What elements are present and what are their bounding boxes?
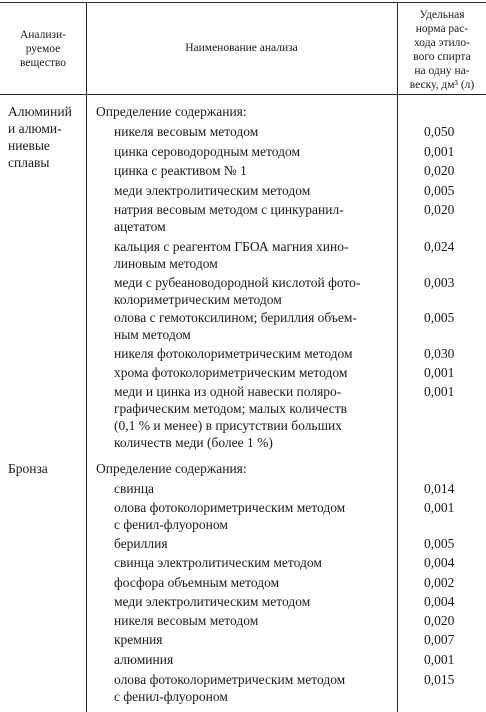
table-row-name bbox=[114, 364, 390, 381]
table-row-value: 0,005 bbox=[424, 536, 455, 551]
row-name-line: никеля весовым методом bbox=[114, 124, 259, 139]
table-row-name bbox=[114, 123, 390, 140]
row-name-line: меди и цинка из одной навески поляро- bbox=[114, 384, 342, 399]
table-row-name bbox=[114, 631, 390, 648]
substance-line: ниевые bbox=[8, 138, 50, 153]
table-row-name bbox=[114, 593, 390, 610]
row-name-line: меди электролитическим методом bbox=[114, 594, 311, 609]
section-title: Определение содержания: bbox=[96, 461, 247, 476]
row-name-line: кальция с реагентом ГБОА магния хино- bbox=[114, 239, 349, 254]
header-norm-line: веску, дм³ (л) bbox=[409, 79, 475, 91]
table-row-value: 0,002 bbox=[424, 575, 455, 590]
row-name-line: хрома фотоколориметрическим методом bbox=[114, 365, 348, 380]
substance-line: Бронза bbox=[8, 461, 48, 476]
row-name-line: бериллия bbox=[114, 536, 168, 551]
table-row-value: 0,004 bbox=[424, 555, 455, 570]
table-row-value: 0,030 bbox=[424, 346, 455, 361]
row-name-line: (0,1 % и менее) в присутствии больших bbox=[114, 418, 342, 433]
header-substance-line: Анализи- bbox=[19, 29, 67, 41]
header-substance bbox=[0, 28, 86, 70]
table-top-rule bbox=[0, 2, 486, 3]
row-name-line: алюминия bbox=[114, 652, 174, 667]
row-name-line: олова с гемотоксилином; бериллия объем- bbox=[114, 310, 357, 325]
table-row-name bbox=[114, 345, 390, 362]
table-row-value: 0,001 bbox=[424, 365, 455, 380]
table-row-value: 0,004 bbox=[424, 594, 455, 609]
table-row-name bbox=[114, 162, 390, 179]
table-row-value: 0,003 bbox=[424, 275, 455, 290]
row-name-line: олова фотоколориметрическим методом bbox=[114, 500, 346, 515]
row-name-line: свинца bbox=[114, 481, 155, 496]
row-name-line: с фенил-флуороном bbox=[114, 517, 228, 532]
table-row-value: 0,005 bbox=[424, 310, 455, 325]
table-row-name bbox=[114, 274, 390, 308]
row-name-line: ацетатом bbox=[114, 219, 166, 234]
row-name-line: никеля весовым методом bbox=[114, 613, 259, 628]
table-row-name bbox=[114, 535, 390, 552]
table-row-value: 0,015 bbox=[424, 672, 455, 687]
table-row-value: 0,014 bbox=[424, 481, 455, 496]
table-row-value: 0,001 bbox=[424, 384, 455, 399]
table-row-value: 0,005 bbox=[424, 183, 455, 198]
substance-line: сплавы bbox=[8, 155, 50, 170]
table-row-value: 0,020 bbox=[424, 613, 455, 628]
row-name-line: меди с рубеановодородной кислотой фото- bbox=[114, 275, 361, 290]
header-norm-line: норма рас- bbox=[415, 23, 469, 35]
table-row-name bbox=[114, 182, 390, 199]
row-name-line: количеств меди (более 1 %) bbox=[114, 435, 273, 450]
table-row-name bbox=[114, 309, 390, 343]
table-row-value: 0,020 bbox=[424, 202, 455, 217]
table-row-name bbox=[114, 383, 390, 451]
header-norm-line: на одну на- bbox=[414, 65, 470, 77]
row-name-line: графическим методом; малых количеств bbox=[114, 401, 347, 416]
row-name-line: олова фотоколориметрическим методом bbox=[114, 672, 346, 687]
header-norm-line: хода этило- bbox=[414, 37, 470, 49]
column-divider-2 bbox=[397, 2, 398, 712]
table-row-name bbox=[114, 143, 390, 160]
header-norm-line: вого спирта bbox=[413, 51, 471, 63]
substance-line: и алюми- bbox=[8, 121, 62, 136]
table-row-value: 0,001 bbox=[424, 500, 455, 515]
row-name-line: никеля фотоколориметрическим методом bbox=[114, 346, 353, 361]
table-row-value: 0,001 bbox=[424, 652, 455, 667]
section-substance-aluminium bbox=[8, 103, 90, 171]
table-row-name bbox=[114, 612, 390, 629]
table-row-name bbox=[114, 671, 390, 705]
substance-line: Алюминий bbox=[8, 104, 72, 119]
header-substance-line: вещество bbox=[20, 57, 66, 69]
row-name-line: свинца электролитическим методом bbox=[114, 555, 322, 570]
header-substance-line: руемое bbox=[25, 43, 61, 55]
table-row-value: 0,050 bbox=[424, 124, 455, 139]
row-name-line: меди электролитическим методом bbox=[114, 183, 311, 198]
table-row-value: 0,024 bbox=[424, 239, 455, 254]
header-norm bbox=[398, 8, 486, 92]
row-name-line: кремния bbox=[114, 632, 163, 647]
table-row-value: 0,007 bbox=[424, 632, 455, 647]
row-name-line: цинка сероводородным методом bbox=[114, 144, 301, 159]
table-row-name bbox=[114, 238, 390, 272]
row-name-line: с фенил-флуороном bbox=[114, 689, 228, 704]
row-name-line: линовым методом bbox=[114, 256, 218, 271]
table-row-name bbox=[114, 574, 390, 591]
table-row-name bbox=[114, 554, 390, 571]
row-name-line: ным методом bbox=[114, 327, 191, 342]
table-row-name bbox=[114, 480, 390, 497]
table-row-value: 0,020 bbox=[424, 163, 455, 178]
table-row-name bbox=[114, 499, 390, 533]
row-name-line: цинка с реактивом № 1 bbox=[114, 163, 247, 178]
row-name-line: натрия весовым методом с цинкуранил- bbox=[114, 202, 344, 217]
row-name-line: фосфора объемным методом bbox=[114, 575, 280, 590]
row-name-line: колориметрическим методом bbox=[114, 292, 282, 307]
header-bottom-rule bbox=[0, 94, 486, 95]
header-analysis-name: Наименование анализа bbox=[185, 42, 298, 54]
section-title: Определение содержания: bbox=[96, 104, 247, 119]
table-row-name bbox=[114, 651, 390, 668]
table-row-value: 0,001 bbox=[424, 144, 455, 159]
section-substance-bronze bbox=[8, 460, 90, 477]
table-row-name bbox=[114, 201, 390, 235]
header-norm-line: Удельная bbox=[419, 9, 465, 21]
